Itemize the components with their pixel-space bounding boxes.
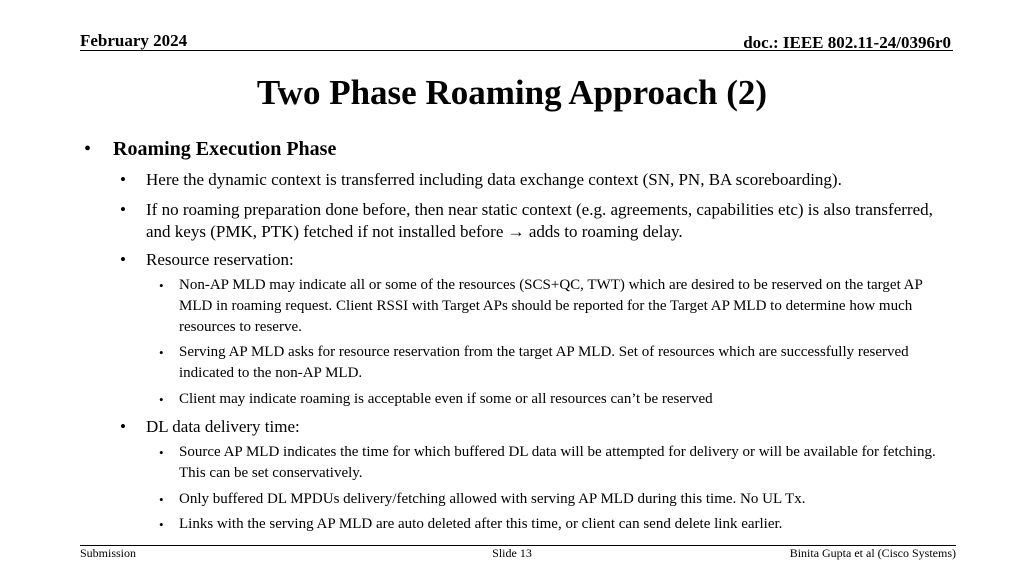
- bullet-level3: [159, 514, 959, 535]
- bullet-level2: [120, 416, 950, 438]
- header-divider: [80, 50, 953, 51]
- footer-submission: Submission: [80, 546, 137, 560]
- bullet-text: Here the dynamic context is transferred including data exchange context (SN, PN, BA scoreboarding).: [146, 170, 842, 189]
- bullet-level2: [120, 249, 950, 271]
- slide-title: Two Phase Roaming Approach (2): [256, 73, 768, 112]
- bullet-dot: •: [84, 138, 92, 160]
- bullet-dot: •: [159, 345, 164, 360]
- bullet-level2: [120, 169, 950, 191]
- bullet-level2: [120, 199, 950, 243]
- bullet-level3: [159, 275, 959, 338]
- bullet-text: Only buffered DL MPDUs delivery/fetching allowed with serving AP MLD during this time. No UL Tx.: [179, 491, 806, 507]
- bullet-text-part: If no roaming preparation done before, then near static context (e.g. agreements, capabilities etc) is also transferred, and keys (PMK, PTK) fetched if not installed before: [146, 200, 933, 241]
- bullet-text: Resource reservation:: [146, 250, 294, 269]
- bullet-level3: [159, 442, 959, 484]
- bullet-text: Source AP MLD indicates the time for which buffered DL data will be attempted for delivery or will be available for fetching. This can be set conservatively.: [179, 444, 936, 481]
- bullet-level3: [159, 389, 959, 410]
- bullet-text: [146, 199, 950, 243]
- bullet-dot: •: [159, 445, 164, 460]
- bullet-text: Client may indicate roaming is acceptable even if some or all resources can’t be reserved: [179, 391, 713, 407]
- bullet-dot: •: [159, 517, 164, 532]
- footer-slide-number: Slide 13: [492, 546, 532, 560]
- bullet-dot: •: [120, 250, 126, 269]
- header-doc-id: doc.: IEEE 802.11-24/0396r0: [743, 33, 951, 52]
- header-date: February 2024: [80, 31, 188, 50]
- bullet-text: Links with the serving AP MLD are auto deleted after this time, or client can send delete link earlier.: [179, 516, 783, 532]
- footer-author: Binita Gupta et al (Cisco Systems): [789, 546, 956, 560]
- bullet-text: Serving AP MLD asks for resource reservation from the target AP MLD. Set of resources which are successfully reserved indicated to the non-AP MLD.: [179, 344, 909, 381]
- arrow-icon: →: [507, 222, 525, 241]
- bullet-level3: [159, 342, 959, 384]
- bullet-dot: •: [120, 200, 126, 219]
- bullet-text: DL data delivery time:: [146, 417, 300, 436]
- bullet-level3: [159, 489, 959, 510]
- section-heading: Roaming Execution Phase: [113, 138, 337, 160]
- bullet-text-part: adds to roaming delay.: [528, 222, 683, 241]
- bullet-text: Non-AP MLD may indicate all or some of the resources (SCS+QC, TWT) which are desired to be reserved on the target AP MLD in roaming request. Client RSSI with Target APs should be reported for the Target AP MLD to determine how much resources to reserve.: [179, 277, 923, 335]
- bullet-dot: •: [159, 492, 164, 507]
- bullet-dot: •: [120, 170, 126, 189]
- bullet-dot: •: [120, 417, 126, 436]
- bullet-dot: •: [159, 278, 164, 293]
- bullet-dot: •: [159, 392, 164, 407]
